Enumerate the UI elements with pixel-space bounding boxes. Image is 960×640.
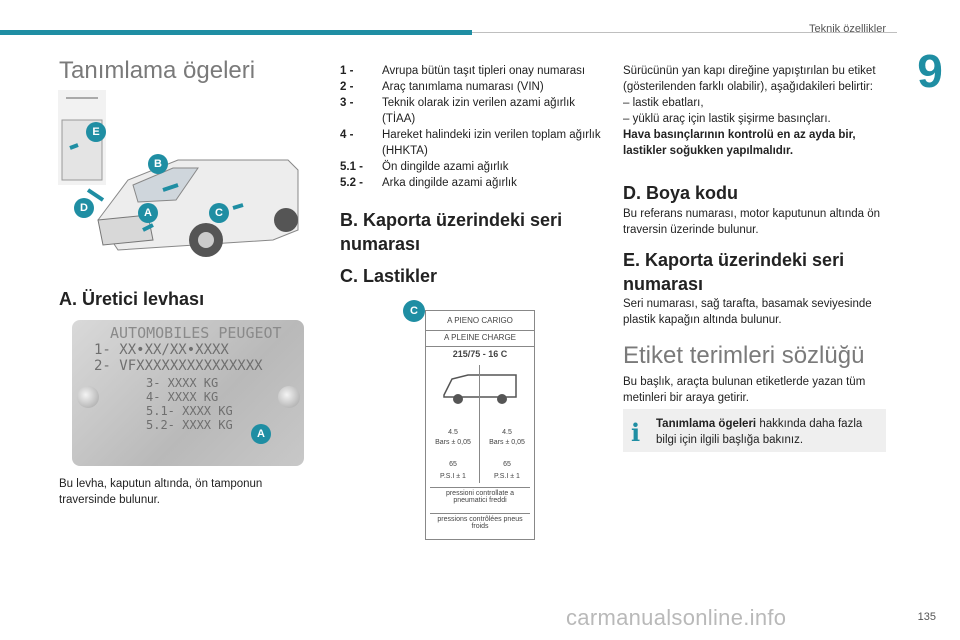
tire-p-rear: 4.5: [502, 429, 512, 436]
label-d-badge: D: [74, 198, 94, 218]
tire-psi-rear-label: P.S.I ± 1: [494, 473, 520, 480]
col3-intro: [623, 63, 886, 159]
chapter-number: 9: [917, 45, 943, 97]
tire-badge-c: C: [403, 300, 425, 322]
text-a: Bu levha, kaputun altında, ön tamponun traversinde bulunur.: [59, 478, 263, 506]
tire-bars-rear: Bars ± 0,05: [489, 439, 525, 446]
tire-psi-rear: 65: [503, 461, 511, 468]
plate-rivet-left: [77, 386, 99, 408]
label-c-badge: C: [209, 203, 229, 223]
text-intro: Sürücünün yan kapı direğine yapıştırılan bu etiket (gösterilenden farklı olabilir), aşağıdakileri belirtir:: [623, 65, 876, 93]
header-accent-bar: [0, 30, 472, 35]
plate-line-1: 1- XX•XX/XX•XXXX: [94, 342, 229, 358]
info-bold: Tanımlama ögeleri: [656, 418, 757, 430]
van-illustration: [58, 90, 308, 270]
heading-a: A. Üretici levhası: [59, 289, 205, 309]
tire-divider: [479, 365, 480, 483]
glossary-title: Etiket terimleri sözlüğü: [623, 342, 865, 369]
tire-psi-front-label: P.S.I ± 1: [440, 473, 466, 480]
label-a-badge: A: [138, 203, 158, 223]
bullet-2: – yüklü araç için lastik şişirme basınçları.: [623, 113, 831, 125]
arrow-d: [88, 190, 103, 200]
info-text: [656, 416, 878, 448]
heading-e: E. Kaporta üzerindeki seri numarası: [623, 250, 845, 294]
page-title: Tanımlama ögeleri: [59, 57, 256, 84]
plate-rivet-right: [278, 386, 300, 408]
legend-item: 1 - Avrupa bütün taşıt tipleri onay numarası: [340, 65, 586, 77]
tire-p-front: 4.5: [448, 429, 458, 436]
label-b-badge: B: [148, 154, 168, 174]
glossary-text: Bu başlık, araçta bulunan etiketlerde yazan tüm metinleri bir araya getirir.: [623, 376, 866, 404]
text-e: Seri numarası, sağ tarafta, basamak seviyesinde plastik kapağın altında bulunur.: [623, 298, 872, 326]
legend-item: 3 - Teknik olarak izin verilen azami ağırlık (TİAA): [340, 97, 576, 125]
tire-pressure-label: [425, 310, 535, 540]
plate-badge-a: A: [251, 424, 271, 444]
bullet-1: – lastik ebatları,: [623, 97, 704, 109]
tire-van-icon: [438, 365, 522, 411]
tire-note-1: pressioni controllate a pneumatici freddi: [430, 487, 530, 504]
heading-d: D. Boya kodu: [623, 183, 739, 203]
manufacturer-plate: [72, 320, 304, 466]
heading-c: C. Lastikler: [340, 266, 438, 286]
plate-line-3: 3- XXXX KG: [146, 376, 219, 390]
arrow-e: [70, 145, 78, 148]
legend-item: 5.1 - Ön dingilde azami ağırlık: [340, 161, 509, 173]
text-d: Bu referans numarası, motor kaputunun altında ön traversin üzerinde bulunur.: [623, 208, 880, 236]
plate-line-2: 2- VFXXXXXXXXXXXXXXX: [94, 358, 263, 374]
heading-b: B. Kaporta üzerindeki seri numarası: [340, 210, 563, 254]
info-rest: hakkında daha fazla bilgi için ilgili başlığa bakınız.: [656, 418, 863, 446]
plate-line-5: 5.1- XXXX KG: [146, 404, 233, 418]
legend-item: 5.2 - Arka dingilde azami ağırlık: [340, 177, 517, 189]
legend-item: 4 - Hareket halindeki izin verilen toplam ağırlık (HHKTA): [340, 129, 601, 157]
van-rear-wheel: [274, 208, 298, 232]
legend-item: 2 - Araç tanımlama numarası (VIN): [340, 81, 544, 93]
tire-bars-front: Bars ± 0,05: [435, 439, 471, 446]
tire-line-2: A PLEINE CHARGE: [426, 330, 534, 342]
plate-line-6: 5.2- XXXX KG: [146, 418, 233, 432]
bold-note: Hava basınçlarının kontrolü en az ayda bir, lastikler soğukken yapılmalıdır.: [623, 129, 856, 157]
tire-note-2: pressions contrôlées pneus froids: [430, 513, 530, 530]
plate-line-4: 4- XXXX KG: [146, 390, 219, 404]
page-number: 135: [917, 611, 936, 623]
plate-line-0: AUTOMOBILES PEUGEOT: [110, 324, 282, 342]
info-icon: i: [631, 418, 641, 447]
legend-list: [340, 63, 605, 191]
tire-line-1: A PIENO CARIGO: [447, 316, 513, 325]
section-title: Teknik özellikler: [808, 23, 886, 35]
tire-size: 215/75 - 16 C: [426, 346, 534, 359]
tire-psi-front: 65: [449, 461, 457, 468]
watermark: carmanualsonline.info: [566, 605, 787, 630]
label-e-badge: E: [86, 122, 106, 142]
van-front-hub: [198, 232, 214, 248]
